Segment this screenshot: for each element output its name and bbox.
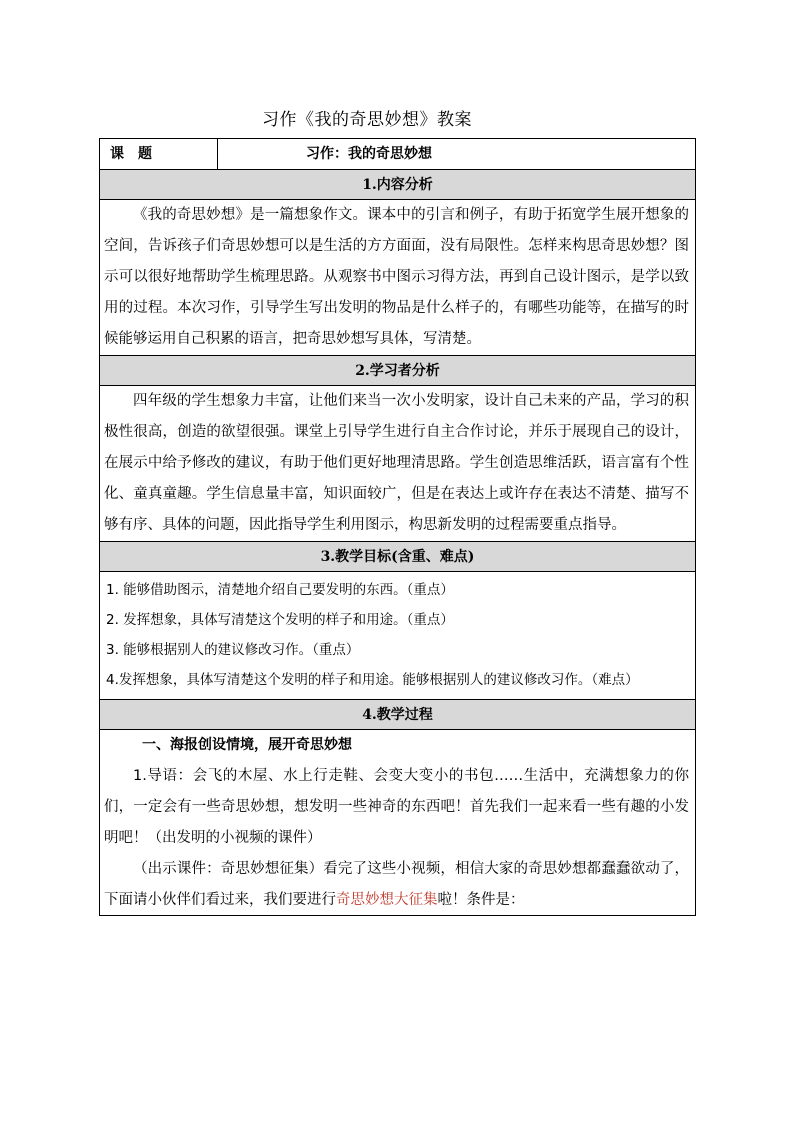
process-paragraph-2-start: （出示课件：奇思妙想征集）看完了这些小视频，相信大家的奇思妙想都蠢蠢欲动了，下面请小伙伴们看过来，我们要进行	[104, 861, 689, 908]
process-body	[100, 730, 695, 915]
process-subheading: 一、海报创设情境，展开奇思妙想	[142, 737, 352, 753]
topic-label: 课 题	[100, 139, 218, 169]
document-title: 习作《我的奇思妙想》教案	[262, 110, 472, 130]
section-heading-process: 4.教学过程	[100, 700, 695, 730]
section-heading-content: 1.内容分析	[100, 170, 695, 200]
learner-analysis-text: 四年级的学生想象力丰富，让他们来当一次小发明家，设计自己未来的产品，学习的积极性很高，创造的欲望很强。课堂上引导学生进行自主合作讨论，并乐于展现自己的设计，在展示中给予修改的建议，有助于他们更好地理清思路。学生创造思维活跃，语言富有个性化、童真童趣。学生信息量丰富，知识面较广，但是在表达上或许存在表达不清楚、描写不够有序、具体的问题，因此指导学生利用图示，构思新发明的过程需要重点指导。	[100, 386, 695, 542]
section-heading-learner: 2.学习者分析	[100, 356, 695, 386]
section-heading-goals: 3.教学目标(含重、难点)	[100, 542, 695, 572]
goal-item: 1. 能够借助图示，清楚地介绍自己要发明的东西。（重点）	[106, 582, 454, 598]
process-paragraph-2-end: 啦！条件是：	[437, 892, 525, 908]
content-analysis-text: 《我的奇思妙想》是一篇想象作文。课本中的引言和例子，有助于拓宽学生展开想象的空间，告诉孩子们奇思妙想可以是生活的方方面面，没有局限性。怎样来构思奇思妙想？图示可以很好地帮助学生梳理思路。从观察书中图示习得方法，再到自己设计图示，是学以致用的过程。本次习作，引导学生写出发明的物品是什么样子的，有哪些功能等，在描写的时候能够运用自己积累的语言，把奇思妙想写具体，写清楚。	[100, 200, 695, 356]
process-paragraph-2	[104, 854, 689, 915]
process-paragraph-1: 1.导语：会飞的木屋、水上行走鞋、会变大变小的书包……生活中，充满想象力的你们，一定会有一些奇思妙想，想发明一些神奇的东西吧！首先我们一起来看一些有趣的小发明吧！（出发明的小视频的课件）	[104, 768, 689, 846]
goals-list	[100, 572, 695, 700]
goal-item: 4.发挥想象，具体写清楚这个发明的样子和用途。能够根据别人的建议修改习作。（难点）	[106, 672, 639, 688]
highlight-text: 奇思妙想大征集	[336, 892, 438, 908]
goal-item: 2. 发挥想象，具体写清楚这个发明的样子和用途。（重点）	[106, 612, 454, 628]
topic-row	[100, 139, 695, 170]
lesson-plan-table	[99, 138, 696, 916]
topic-value: 习作：我的奇思妙想	[306, 146, 432, 162]
goal-item: 3. 能够根据别人的建议修改习作。（重点）	[106, 642, 360, 658]
